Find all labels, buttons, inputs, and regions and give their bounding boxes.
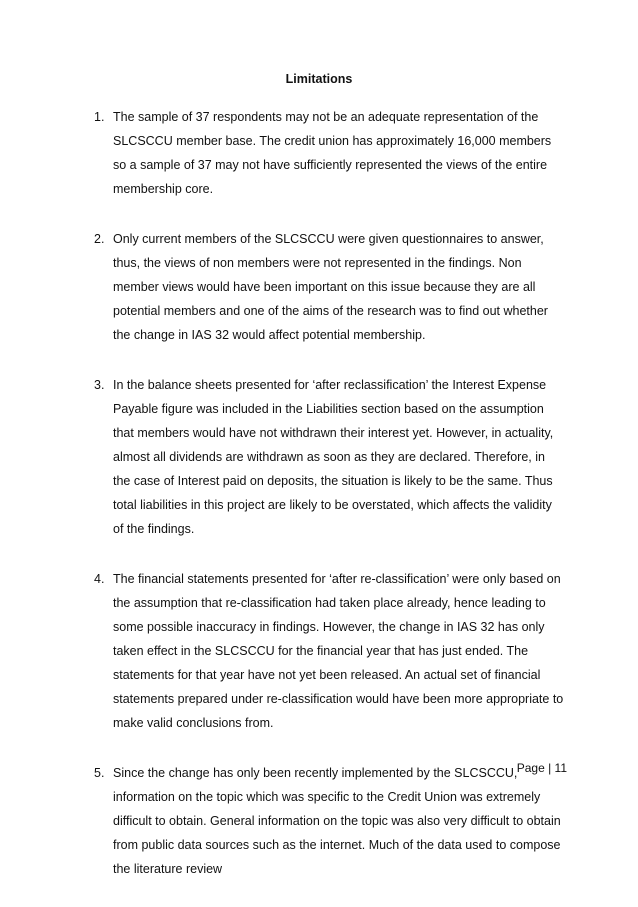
list-item-text: Only current members of the SLCSCCU were given questionnaires to answer, thus, the views of non members were not represented in the findings. Non member views would have been important on this issue because they are all potential members and one of the aims of the research was to find out whether the change in IAS 32 would affect potential membership. [113, 232, 548, 342]
list-item-text: The sample of 37 respondents may not be an adequate representation of the SLCSCCU member base. The credit union has approximately 16,000 members so a sample of 37 may not have sufficiently represented the views of the entire membership core. [113, 110, 552, 196]
list-item [94, 567, 564, 735]
list-item-number: 5. [94, 766, 105, 780]
list-item-text: In the balance sheets presented for ‘after reclassification’ the Interest Expense Payable figure was included in the Liabilities section based on the assumption that members would have not withdrawn their interest yet. However, in actuality, almost all dividends are withdrawn as soon as they are declared. Therefore, in the case of Interest paid on deposits, the situation is likely to be the same. Thus total liabilities in this project are likely to be overstated, which affects the validity of the findings. [113, 378, 554, 536]
list-item-number: 1. [94, 110, 105, 124]
list-item-number: 3. [94, 378, 105, 392]
section-heading: Limitations [285, 72, 353, 86]
page-number: Page | 11 [516, 761, 567, 775]
list-item [94, 373, 564, 541]
limitations-list [94, 105, 564, 907]
list-item-text: Since the change has only been recently implemented by the SLCSCCU, information on the topic which was specific to the Credit Union was extremely difficult to obtain. General information on the topic was also very difficult to obtain from public data sources such as the internet. Much of the data used to compose the literature review [113, 766, 561, 876]
list-item-number: 4. [94, 572, 105, 586]
list-item [94, 227, 564, 347]
list-item-number: 2. [94, 232, 105, 246]
list-item-text: The financial statements presented for ‘after re-classification’ were only based on the assumption that re-classification had taken place already, hence leading to some possible inaccuracy in findings. However, the change in IAS 32 has only taken effect in the SLCSCCU for the financial year that has just ended. The statements for that year have not yet been released. An actual set of financial statements prepared under re-classification would have been more appropriate to make valid conclusions from. [113, 572, 564, 730]
list-item [94, 761, 564, 881]
list-item [94, 105, 564, 201]
